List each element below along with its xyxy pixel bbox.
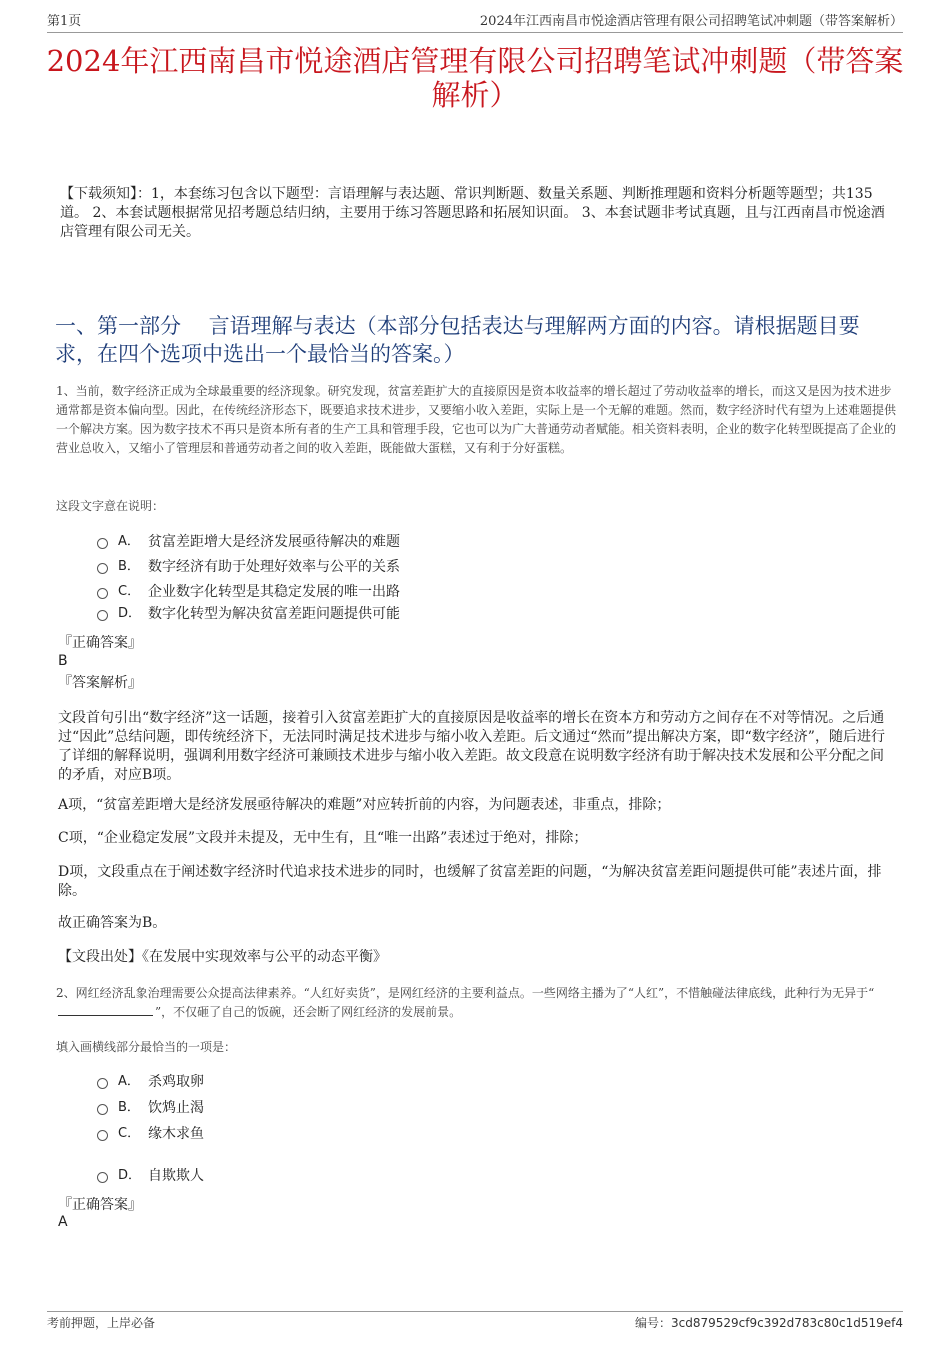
stem-text: 2、网红经济乱象治理需要公众提高法律素养。“人红好卖货”，是网红经济的主要利益点。一些网络主播为了“人红”，不惜触碰法律底线，此种行为无异于“ xyxy=(56,986,875,1000)
question-2-option-d[interactable] xyxy=(97,1166,204,1186)
stem-text: ”，不仅砸了自己的饭碗，还会断了网红经济的发展前景。 xyxy=(155,1005,462,1019)
analysis-paragraph: C项，“企业稳定发展”文段并未提及，无中生有，且“唯一出路”表述过于绝对，排除； xyxy=(58,830,588,846)
option-letter: A． xyxy=(118,534,140,549)
page-number: 第1页 xyxy=(47,14,82,29)
code-value: 3cd879529cf9c392d783c80c1d519ef4 xyxy=(670,1316,903,1330)
option-letter: C． xyxy=(118,584,141,599)
option-letter: A． xyxy=(118,1074,140,1089)
question-2-prompt: 填入画横线部分最恰当的一项是： xyxy=(56,1040,237,1054)
question-1-prompt: 这段文字意在说明： xyxy=(56,499,165,513)
document-title: 2024年江西南昌市悦途酒店管理有限公司招聘笔试冲刺题（带答案解析） xyxy=(46,44,904,112)
radio-icon[interactable] xyxy=(97,563,108,574)
question-2-option-b[interactable] xyxy=(97,1098,204,1118)
footer-divider xyxy=(47,1311,903,1312)
fill-blank-line xyxy=(58,1003,153,1016)
answer-value: B xyxy=(58,653,68,669)
option-text: 企业数字化转型是其稳定发展的唯一出路 xyxy=(148,584,400,600)
radio-icon[interactable] xyxy=(97,538,108,549)
section-heading: 一、第一部分 言语理解与表达（本部分包括表达与理解两方面的内容。请根据题目要求，在四个选项中选出一个最恰当的答案。） xyxy=(55,314,860,366)
option-letter: B． xyxy=(118,1100,140,1115)
radio-icon[interactable] xyxy=(97,1078,108,1089)
analysis-paragraph: 文段首句引出“数字经济”这一话题，接着引入贫富差距扩大的直接原因是收益率的增长在资本方和劳动方之间存在不对等情况。之后通过“因此”总结问题，即传统经济下，无法同时满足技术进步与缩小收入差距。后文通过“然而”提出解决方案，即“数字经济”，随后进行了详细的解释说明，强调利用数字经济可兼顾技术进步与缩小收入差距。故文段意在说明数字经济有助于解决技术发展和公平分配之间的矛盾，对应B项。 xyxy=(58,710,885,783)
radio-icon[interactable] xyxy=(97,1130,108,1141)
radio-icon[interactable] xyxy=(97,1104,108,1115)
question-2-option-a[interactable] xyxy=(97,1072,204,1092)
option-text: 贫富差距增大是经济发展亟待解决的难题 xyxy=(148,534,400,550)
question-1-stem: 1、当前，数字经济正成为全球最重要的经济现象。研究发现，贫富差距扩大的直接原因是资本收益率的增长超过了劳动收益率的增长，而这又是因为技术进步通常都是资本偏向型。因此，在传统经济形态下，既要追求技术进步，又要缩小收入差距，实际上是一个无解的难题。然而，数字经济时代有望为上述难题提供一个解决方案。因为数字技术不再只是资本所有者的生产工具和管理手段，它也可以为广大普通劳动者赋能。相关资料表明，企业的数字化转型既提高了企业的营业总收入，又缩小了管理层和普通劳动者之间的收入差距，既能做大蛋糕，又有利于分好蛋糕。 xyxy=(56,384,897,455)
option-letter: D． xyxy=(118,606,142,621)
analysis-conclusion: 故正确答案为B。 xyxy=(58,915,167,931)
option-letter: D． xyxy=(118,1168,142,1183)
passage-source: 【文段出处】《在发展中实现效率与公平的动态平衡》 xyxy=(58,949,387,965)
answer-label: 『正确答案』 xyxy=(58,635,142,651)
question-2-stem xyxy=(56,984,896,1022)
analysis-paragraph: D项，文段重点在于阐述数字经济时代追求技术进步的同时，也缓解了贫富差距的问题，“为解决贫富差距问题提供可能”表述片面，排除。 xyxy=(58,864,882,899)
radio-icon[interactable] xyxy=(97,1172,108,1183)
question-1-option-a[interactable] xyxy=(97,532,400,552)
answer-value: A xyxy=(58,1214,68,1230)
option-text: 数字经济有助于处理好效率与公平的关系 xyxy=(148,559,400,575)
code-label: 编号： xyxy=(634,1316,671,1330)
analysis-paragraph: A项，“贫富差距增大是经济发展亟待解决的难题”对应转折前的内容，为问题表述，非重点，排除； xyxy=(58,797,671,813)
question-1-option-b[interactable] xyxy=(97,557,400,577)
option-text: 杀鸡取卵 xyxy=(148,1074,204,1090)
option-letter: C． xyxy=(118,1126,141,1141)
option-text: 数字化转型为解决贫富差距问题提供可能 xyxy=(148,606,400,622)
option-text: 自欺欺人 xyxy=(148,1168,204,1184)
question-2-option-c[interactable] xyxy=(97,1124,204,1144)
header-divider xyxy=(47,32,903,33)
answer-label: 『正确答案』 xyxy=(58,1197,142,1213)
question-1-option-d[interactable] xyxy=(97,604,400,624)
option-text: 缘木求鱼 xyxy=(148,1126,204,1142)
analysis-label: 『答案解析』 xyxy=(58,675,142,691)
radio-icon[interactable] xyxy=(97,610,108,621)
question-1-option-c[interactable] xyxy=(97,582,400,602)
footer-slogan: 考前押题，上岸必备 xyxy=(47,1316,156,1330)
radio-icon[interactable] xyxy=(97,588,108,599)
document-code xyxy=(635,1314,903,1331)
download-notice: 【下载须知】：1，本套练习包含以下题型：言语理解与表达题、常识判断题、数量关系题、判断推理题和资料分析题等题型；共135道。 2、本套试题根据常见招考题总结归纳，主要用于练习答题思路和拓展知识面。 3、本套试题非考试真题，且与江西南昌市悦途酒店管理有限公司无关。 xyxy=(60,186,885,240)
header-doc-title: 2024年江西南昌市悦途酒店管理有限公司招聘笔试冲刺题（带答案解析） xyxy=(479,14,903,29)
option-text: 饮鸩止渴 xyxy=(148,1100,204,1116)
option-letter: B． xyxy=(118,559,140,574)
